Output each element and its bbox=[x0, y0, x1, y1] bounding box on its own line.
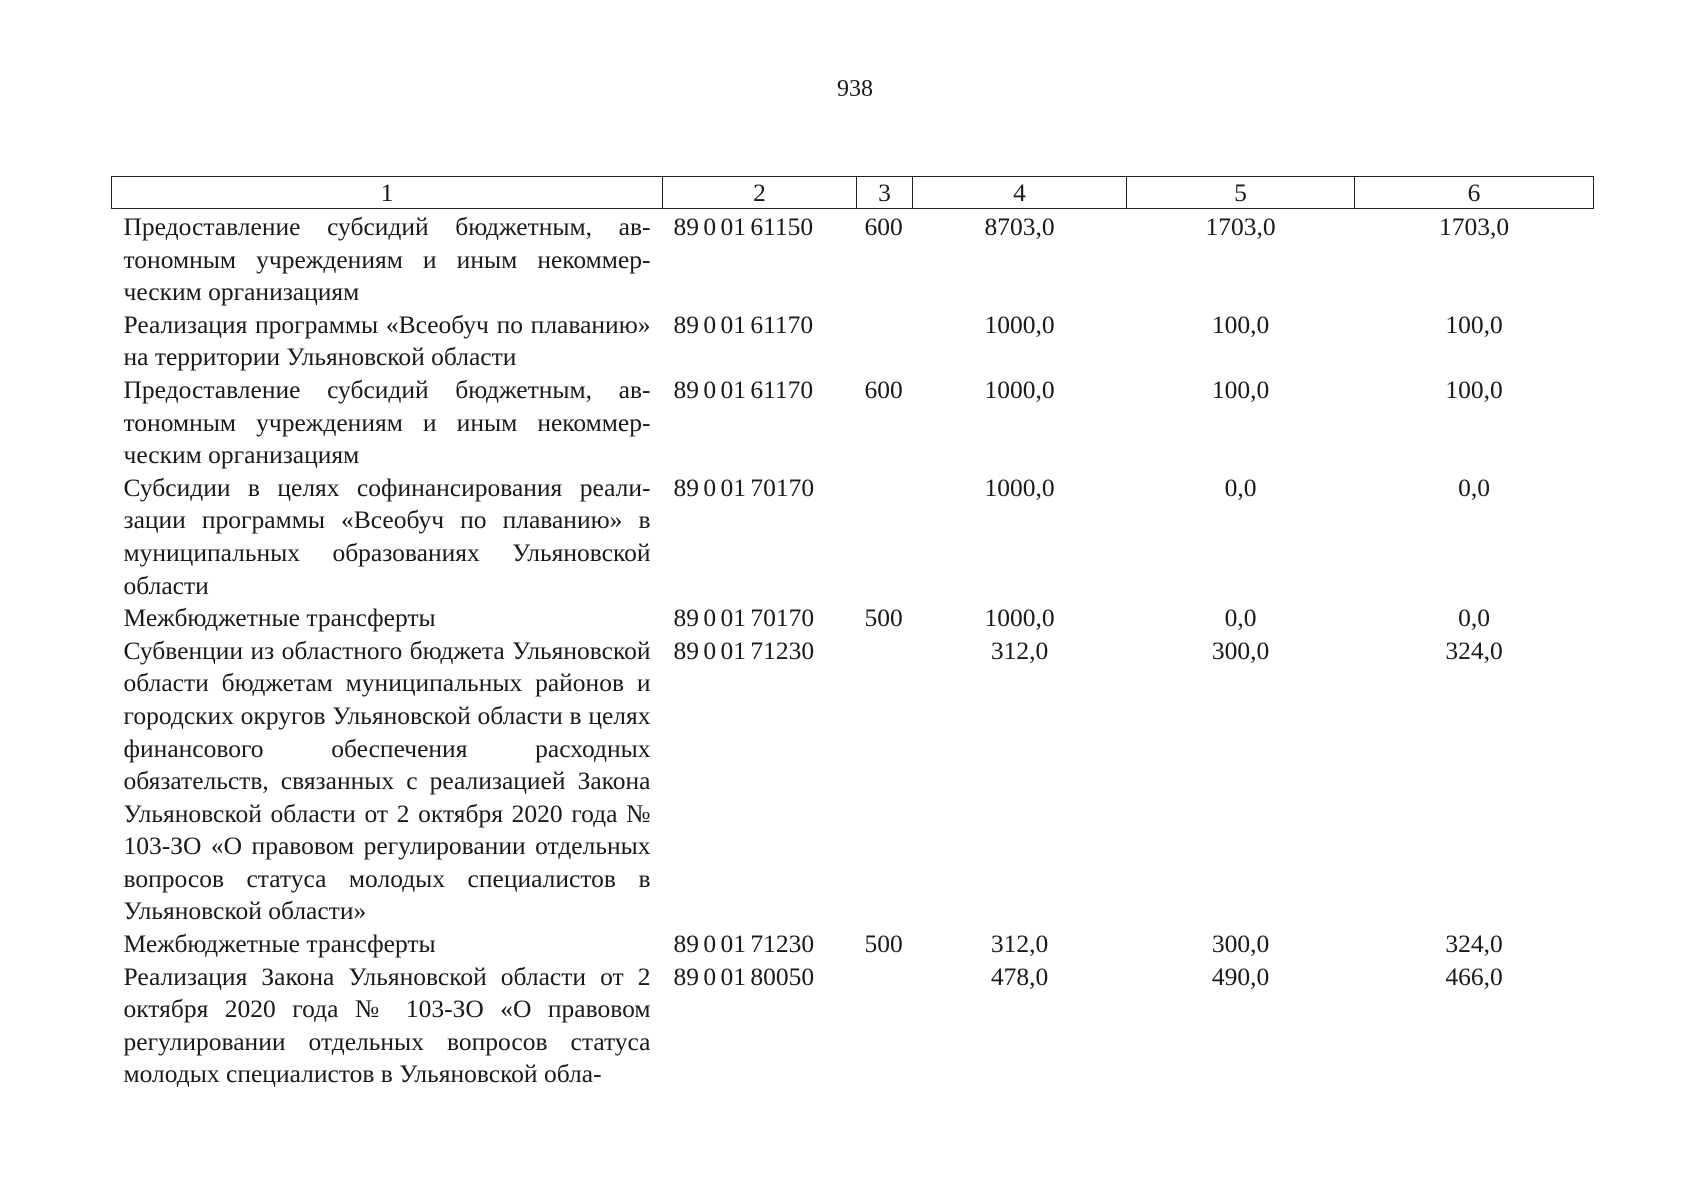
row-value-col4: 1000,0 bbox=[984, 374, 1055, 404]
row-value-col4: 1000,0 bbox=[984, 603, 1055, 633]
row-expense-type bbox=[857, 472, 913, 602]
row-value-col4: 8703,0 bbox=[984, 212, 1055, 241]
row-expense-type: 500 bbox=[864, 603, 903, 633]
table-row bbox=[112, 635, 1594, 928]
row-value-col4: 312,0 bbox=[990, 635, 1049, 665]
row-value-col6: 100,0 bbox=[1445, 309, 1503, 339]
table-row bbox=[112, 961, 1594, 1091]
row-value-col6: 0,0 bbox=[1458, 472, 1490, 502]
row-value-col6: 324,0 bbox=[1445, 635, 1503, 665]
budget-table-container bbox=[111, 176, 1593, 1091]
row-name: Субсидии в целях софинансирования реализации программы «Всеобуч по плаванию» в муниципальных образованиях Ульяновской области bbox=[123, 472, 651, 600]
table-body bbox=[112, 209, 1594, 1092]
column-header: 5 bbox=[1127, 177, 1355, 209]
page-number: 938 bbox=[837, 76, 873, 102]
row-code: 89 0 01 61170 bbox=[673, 309, 814, 339]
row-name: Межбюджетные трансферты bbox=[123, 929, 436, 959]
row-value-col5: 300,0 bbox=[1211, 929, 1270, 959]
row-value-col6: 1703,0 bbox=[1438, 212, 1510, 241]
row-name: Реализация Закона Ульяновской области от 2 октября 2020 года № 103-ЗО «О правовом регулировании отдельных вопросов статуса молодых специалистов в Ульяновской обла- bbox=[123, 961, 651, 1089]
budget-table bbox=[111, 176, 1594, 1091]
row-value-col4: 1000,0 bbox=[984, 309, 1055, 339]
column-header: 3 bbox=[857, 177, 913, 209]
row-name: Межбюджетные трансферты bbox=[123, 603, 436, 633]
row-code: 89 0 01 61150 bbox=[673, 212, 814, 241]
column-header: 4 bbox=[913, 177, 1127, 209]
row-value-col5: 490,0 bbox=[1211, 961, 1270, 991]
row-name: Предоставление субсидий бюджетным, автономным учреждениям и иным некоммерческим организациям bbox=[123, 374, 651, 470]
row-value-col6: 466,0 bbox=[1445, 961, 1503, 991]
row-expense-type: 500 bbox=[864, 929, 903, 959]
row-expense-type bbox=[857, 309, 913, 374]
row-code: 89 0 01 71230 bbox=[673, 929, 815, 959]
table-row bbox=[112, 928, 1594, 961]
row-code: 89 0 01 80050 bbox=[673, 961, 815, 991]
row-expense-type: 600 bbox=[864, 212, 903, 241]
column-header: 1 bbox=[112, 177, 663, 209]
row-value-col4: 478,0 bbox=[990, 961, 1049, 991]
row-expense-type bbox=[857, 635, 913, 928]
row-value-col5: 1703,0 bbox=[1205, 212, 1276, 241]
row-name: Предоставление субсидий бюджетным, автономным учреждениям и иным некоммерческим организациям bbox=[123, 212, 651, 307]
table-header bbox=[112, 177, 1594, 209]
row-expense-type bbox=[857, 961, 913, 1091]
row-value-col4: 1000,0 bbox=[984, 472, 1055, 502]
column-header: 2 bbox=[663, 177, 857, 209]
table-row bbox=[112, 602, 1594, 635]
row-code: 89 0 01 61170 bbox=[673, 374, 814, 404]
row-value-col4: 312,0 bbox=[990, 929, 1049, 959]
row-code: 89 0 01 71230 bbox=[673, 635, 815, 665]
row-value-col5: 100,0 bbox=[1211, 374, 1270, 404]
row-value-col5: 300,0 bbox=[1211, 635, 1270, 665]
row-name: Субвенции из областного бюджета Ульяновской области бюджетам муниципальных районов и городских округов Ульяновской области в целях финансового обеспечения расходных обязательств, связанных с реализацией Закона Ульяновской области от 2 октября 2020 года № 103-ЗО «О правовом регулировании отдельных вопросов статуса молодых специалистов в Ульяновской области» bbox=[123, 635, 651, 926]
table-row bbox=[112, 209, 1594, 309]
table-row bbox=[112, 374, 1594, 472]
row-code: 89 0 01 70170 bbox=[673, 472, 815, 502]
row-value-col5: 0,0 bbox=[1224, 603, 1257, 633]
row-value-col5: 0,0 bbox=[1224, 472, 1257, 502]
row-expense-type: 600 bbox=[864, 374, 903, 404]
table-row bbox=[112, 472, 1594, 602]
row-code: 89 0 01 70170 bbox=[673, 603, 815, 633]
header-row bbox=[112, 177, 1594, 209]
table-row bbox=[112, 309, 1594, 374]
row-value-col6: 0,0 bbox=[1458, 603, 1490, 633]
column-header: 6 bbox=[1355, 177, 1594, 209]
row-value-col6: 324,0 bbox=[1445, 929, 1503, 959]
row-value-col6: 100,0 bbox=[1445, 374, 1503, 404]
row-value-col5: 100,0 bbox=[1211, 309, 1270, 339]
row-name: Реализация программы «Всеобуч по плаванию» на территории Ульяновской области bbox=[123, 309, 651, 372]
